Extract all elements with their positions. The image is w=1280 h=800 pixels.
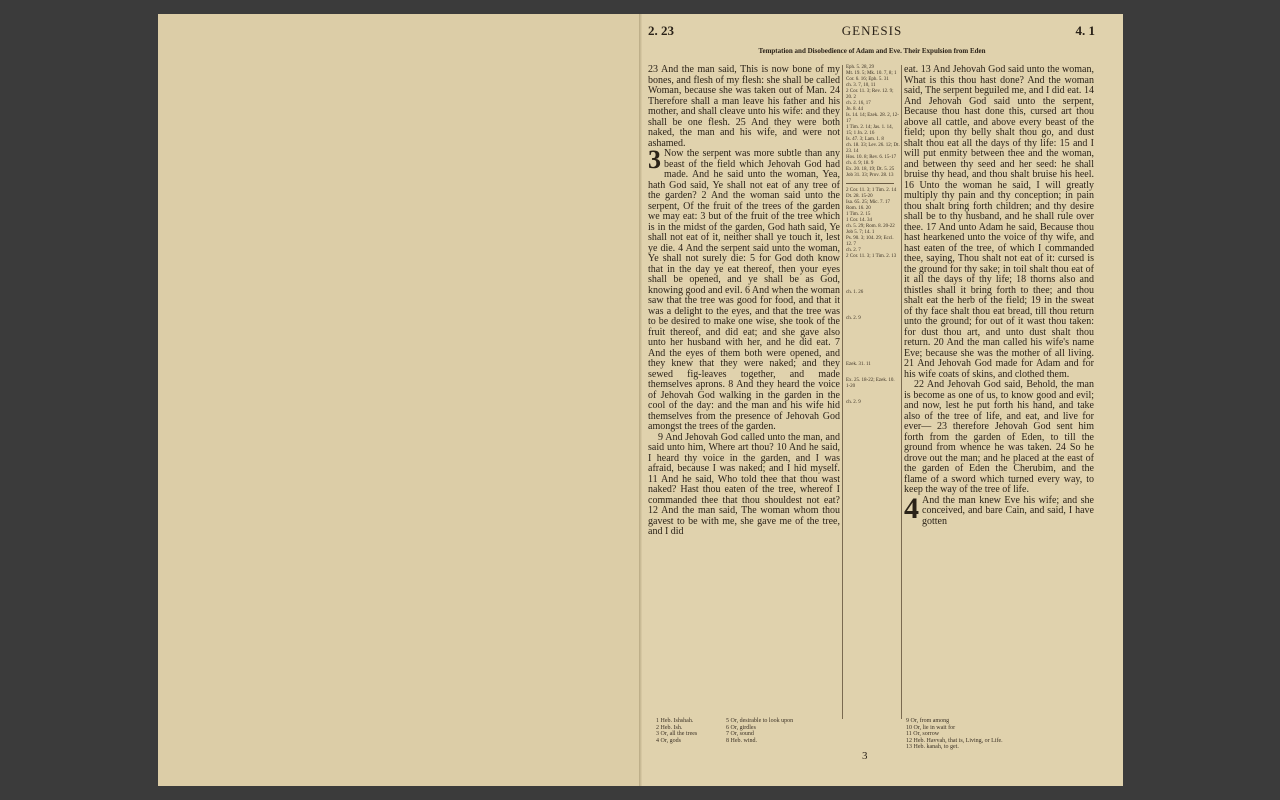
footnote: 5 Or, desirable to look upon [726,718,794,724]
cross-reference: 2 Cor. 11. 3; Rev. 12. 9; 20. 2 [846,89,894,100]
chapter-dropcap: 4 [904,491,919,525]
cross-reference: Ex. 25. 18-22; Ezek. 10. 1-20 [846,378,895,389]
chapter-verse-end: 4. 1 [1075,23,1095,38]
footnote-column [906,718,1003,751]
paragraph: 4 And the man knew Eve his wife; and she conceived, and bare Cain, and said, I have gotten [904,491,1094,527]
page-number: 3 [862,750,868,762]
reference-divider [846,183,894,184]
cross-reference: ch. 2. 7 [846,248,861,253]
cross-reference: Is. 14. 14; Ezek. 28. 2, 12-17 [846,113,899,124]
cross-reference: Hos. 10. 8; Rev. 6. 15-17 [846,155,897,160]
cross-reference: Ex. 20. 18, 19; Dt. 5. 25 [846,167,895,172]
cross-reference: Rom. 16. 20 [846,206,871,211]
paragraph: 23 And the man said, This is now bone of my bones, and flesh of my flesh: she shall be called Woman, because she was taken out of Man. 24 Therefore shall a man leave his father and his mother, and shall cleave unto his wife: and they shall be one flesh. 25 And they were both naked, the man and his wife, and were not ashamed. [648,64,840,149]
book-viewer [158,14,1123,786]
footnote: 3 Or, all the trees [656,731,698,737]
footnote: 11 Or, sorrow [906,731,940,737]
right-page [642,14,1123,786]
cross-reference: ch. 1. 26 [846,290,864,295]
footnote: 6 Or, girdles [726,724,756,731]
cross-reference: ch. 2. 9 [846,316,861,321]
cross-reference: Isa. 65. 25; Mic. 7. 17 [846,200,891,205]
column-rule [901,65,902,719]
footnote: 8 Heb. wind. [726,737,757,744]
footnote: 4 Or, gods [656,737,681,744]
footnote: 7 Or, sound [726,731,754,737]
paragraph: 9 And Jehovah God called unto the man, and said unto him, Where art thou? 10 And he said, I heard thy voice in the garden, and I was afraid, because I was naked; and I hid myself. 11 And he said, Who told thee that thou wast naked? Hast thou eaten of the tree, whereof I commanded thee that thou shouldest not eat? 12 And the man said, The woman whom thou gavest to be with me, she gave me of the tree, and I did [648,431,840,537]
cross-reference: Job 5. 7; 14. 1 [846,230,875,235]
footnote-column [726,718,793,744]
cross-reference: 1 Cor. 14. 34 [846,218,872,223]
left-page-blank [158,14,639,786]
paragraph: eat. 13 And Jehovah God said unto the woman, What is this thou hast done? And the woman said, The serpent beguiled me, and I did eat. 14 And Jehovah God said unto the serpent, Because thou hast done this, cursed art thou above all cattle, and above every beast of the field; upon thy belly shalt thou go, and dust shalt thou eat all the days of thy life: 15 and I will put enmity between thee and the woman, and between thy seed and her seed: he shall bruise thy head, and thou shalt bruise his heel. 16 Unto the woman he said, I will greatly multiply thy pain and thy conception; in pain thou shalt bring forth children; and thy desire shall be to thy husband, and he shall rule over thee. 17 And unto Adam he said, Because thou hast hearkened unto the voice of thy wife, and hast eaten of the tree, of which I commanded thee, saying, Thou shalt not eat of it: cursed is the ground for thy sake; in toil shalt thou eat of it all the days of thy life; 18 thorns also and thistles shall it bring forth to thee; and thou shalt eat the herb of the field; 19 in the sweat of thy face shalt thou eat bread, till thou return unto the ground; for out of it wast thou taken: for dust thou art, and unto dust shalt thou return. 20 And the man called his wife's name Eve; because she was the mother of all living. 21 And Jehovah God made for Adam and for his wife coats of skins, and clothed them. [904,64,1094,380]
chapter-dropcap: 3 [648,145,661,174]
cross-reference: ch. 3. 7, 10, 11 [846,83,876,88]
cross-reference: 1 Tim. 2. 14; Jas. 1. 14, 15; 1 Jn. 2. 16 [846,125,893,136]
cross-reference: 2 Cor. 11. 3; 1 Tim. 2. 13 [846,254,897,259]
text-column-right [904,65,1094,527]
footnote: 1 Heb. Ishshah. [656,718,694,724]
book-title: GENESIS [841,23,903,38]
footnote: 10 Or, lie in wait for [906,724,956,731]
cross-reference: Eph. 5. 28, 29 [846,65,875,70]
cross-reference: ch. 4. 9; 18. 9 [846,161,874,166]
footnote: 2 Heb. Ish. [656,724,683,731]
cross-reference: Mt. 19. 5; Mk. 10. 7, 8; 1 Cor. 6. 16; Eph. 5. 31 [846,71,897,82]
text-column-left [648,65,840,538]
footnote: 9 Or, from among [906,718,950,724]
cross-references [846,65,900,406]
cross-reference: ch. 5. 29; Rom. 8. 20-22 [846,224,895,229]
cross-reference: 2 Cor. 11. 3; 1 Tim. 2. 14 [846,188,897,193]
cross-reference: ch. 2. 16, 17 [846,101,871,106]
footnote: 12 Heb. Havvah, that is, Living, or Life. [906,737,1003,744]
paragraph: 22 And Jehovah God said, Behold, the man is become as one of us, to know good and evil; and now, lest he put forth his hand, and take also of the tree of life, and eat, and live for ever— 23 therefore Jehovah God sent him forth from the garden of Eden, to till the ground from whence he was taken. 24 So he drove out the man; and he placed at the east of the garden of Eden the Cherubim, and the flame of a sword which turned every way, to keep the way of the tree of life. [904,379,1094,495]
chapter-verse-start: 2. 23 [648,23,674,38]
cross-reference: Jn. 8. 44 [846,107,863,112]
cross-reference: Dt. 28. 15-20 [846,194,873,199]
cross-reference: Ps. 90. 3; 104. 29; Eccl. 12. 7 [846,236,894,247]
paragraph: 3 Now the serpent was more subtle than any beast of the field which Jehovah God had made. And he said unto the woman, Yea, hath God said, Ye shall not eat of any tree of the garden? 2 And the woman said unto the serpent, Of the fruit of the trees of the garden we may eat: 3 but of the fruit of the tree which is in the midst of the garden, God hath said, Ye shall not eat of it, neither shall ye touch it, lest ye die. 4 And the serpent said unto the woman, Ye shall not surely die: 5 for God doth know that in the day ye eat thereof, then your eyes shall be opened, and ye shall be as God, knowing good and evil. 6 And when the woman saw that the tree was good for food, and that it was a delight to the eyes, and that the tree was to be desired to make one wise, she took of the fruit thereof, and did eat; and she gave also unto her husband with her, and he did eat. 7 And the eyes of them both were opened, and they knew that they were naked; and they sewed fig-leaves together, and made themselves aprons. 8 And they heard the voice of Jehovah God walking in the garden in the cool of the day: and the man and his wife hid themselves from the presence of Jehovah God amongst the trees of the garden. [648,145,840,432]
cross-reference: Job 31. 33; Prov. 28. 13 [846,173,894,178]
column-rule [842,65,843,719]
cross-reference: 1 Tim. 2. 15 [846,212,871,217]
cross-reference: ch. 2. 9 [846,400,861,405]
footnote: 13 Heb. kanah, to get. [906,744,959,750]
section-subhead: Temptation and Disobedience of Adam and Eve. Their Expulsion from Eden [758,47,986,55]
cross-reference: ch. 18. 33; Lev. 26. 12; Dt. 23. 14 [846,143,900,154]
cross-reference: Ezek. 31. 11 [846,362,871,367]
footnote-column [656,718,697,744]
cross-reference: Is. 47. 3; Lam. 1. 8 [846,137,884,142]
